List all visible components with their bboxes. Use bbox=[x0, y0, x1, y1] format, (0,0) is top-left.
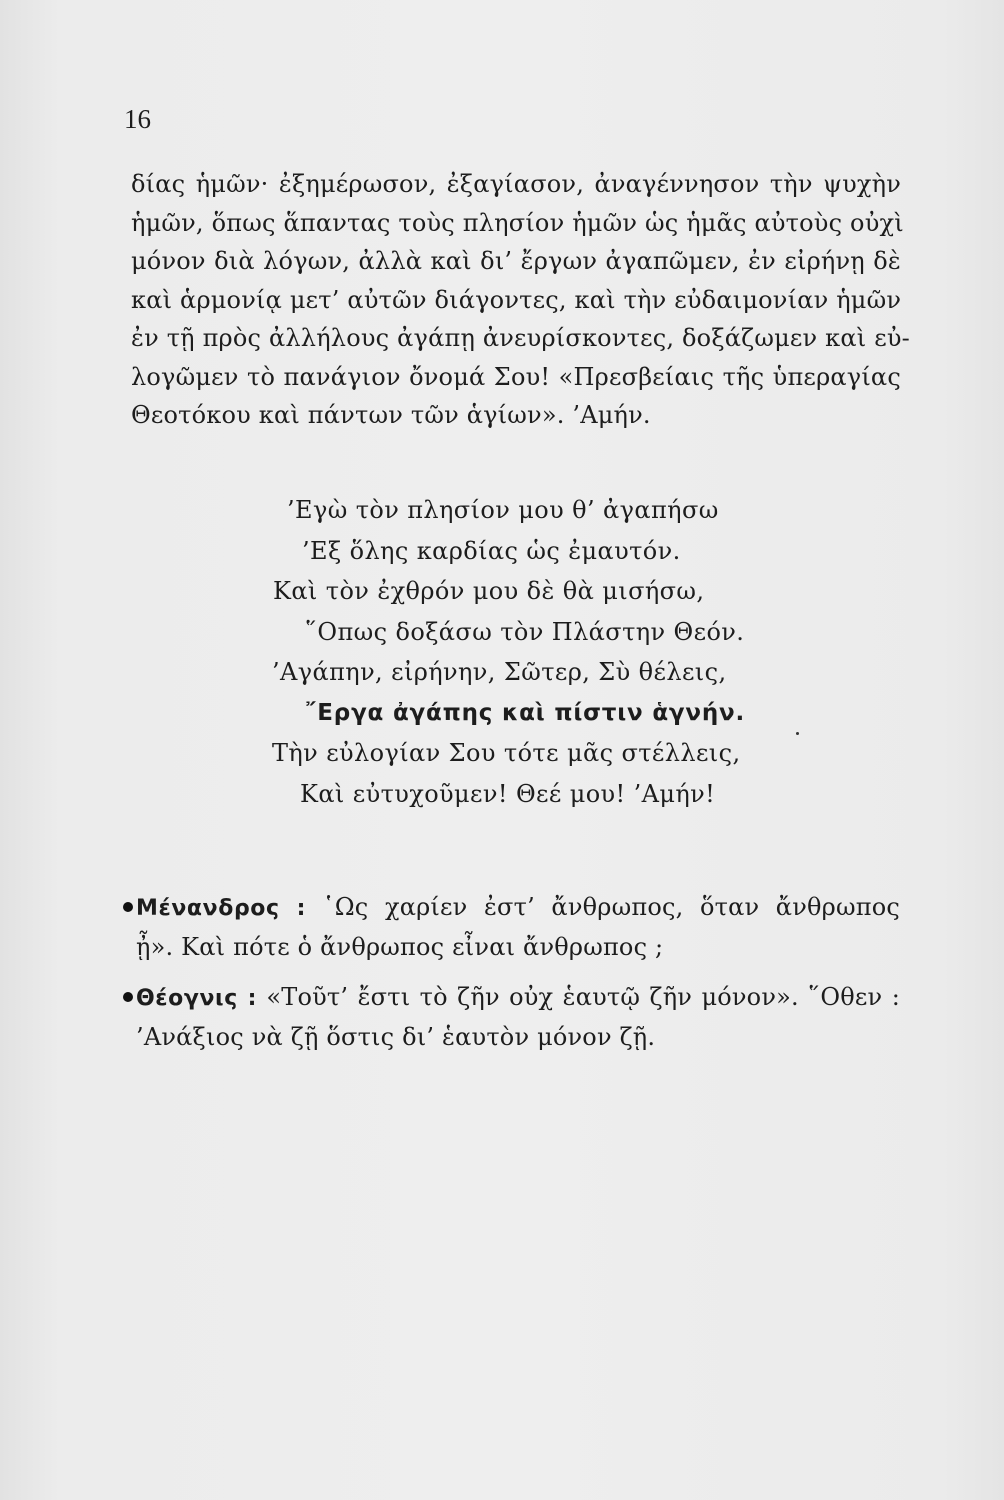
prose-line: δίας ἡμῶν· ἐξημέρωσον, ἐξαγίασον, ἀναγέννησον τὴν ψυχὴν bbox=[131, 170, 901, 198]
page-number: 16 bbox=[124, 104, 151, 134]
quote-first-line bbox=[136, 978, 900, 1018]
prose-line: ἐν τῇ πρὸς ἀλλήλους ἀγάπῃ ἀνευρίσκοντες, δοξάζωμεν καὶ εὐ- bbox=[131, 324, 910, 352]
prose-line: καὶ ἁρμονίᾳ μετ’ αὐτῶν διάγοντες, καὶ τὴν εὐδαιμονίαν ἡμῶν bbox=[131, 285, 902, 314]
prayer-paragraph bbox=[131, 165, 910, 435]
poem-line: ῞Οπως δοξάσω τὸν Πλάστην Θεόν. bbox=[305, 617, 745, 646]
quote-text: «Τοῦτ’ ἔστι τὸ ζῆν οὐχ ἑαυτῷ ζῆν μόνον». ῞Οθεν : bbox=[266, 983, 900, 1011]
quote-second-line: ᾖ». Καὶ πότε ὁ ἄνθρωπος εἶναι ἄνθρωπος ; bbox=[136, 933, 664, 961]
poem-line: ’Αγάπην, εἰρήνην, Σῶτερ, Σὺ θέλεις, bbox=[272, 658, 727, 686]
quote-menander bbox=[136, 888, 900, 966]
prose-line: Θεοτόκου καὶ πάντων τῶν ἁγίων». ’Αμήν. bbox=[131, 401, 651, 429]
bullet-icon bbox=[123, 902, 133, 912]
poem-line: ’Εξ ὅλης καρδίας ὡς ἐμαυτόν. bbox=[302, 536, 681, 565]
quote-theognis bbox=[136, 978, 900, 1056]
quote-author: Θέογνις : bbox=[136, 986, 258, 1011]
poem-line: ’Εγὼ τὸν πλησίον μου θ’ ἀγαπήσω bbox=[287, 496, 719, 524]
poem-line-bold: ῎Εργα ἀγάπης καὶ πίστιν ἁγνήν. bbox=[305, 699, 746, 726]
quote-author: Μένανδρος : bbox=[136, 896, 306, 921]
quote-second-line: ’Ανάξιος νὰ ζῇ ὅστις δι’ ἑαυτὸν μόνον ζῇ. bbox=[136, 1023, 656, 1051]
quote-text: ῾Ως χαρίεν ἐστ’ ἄνθρωπος, ὅταν ἄνθρωπος bbox=[322, 893, 900, 921]
prose-line: λογῶμεν τὸ πανάγιον ὄνομά Σου! «Πρεσβείαις τῆς ὑπεραγίας bbox=[131, 362, 901, 391]
print-speck bbox=[796, 732, 799, 735]
quote-first-line bbox=[136, 888, 900, 928]
bullet-icon bbox=[123, 992, 133, 1002]
prose-line: μόνον διὰ λόγων, ἀλλὰ καὶ δι’ ἔργων ἀγαπῶμεν, ἐν εἰρήνῃ δὲ bbox=[131, 247, 901, 275]
poem-line: Καὶ εὐτυχοῦμεν! Θεέ μου! ’Αμήν! bbox=[300, 779, 716, 808]
poem-line: Καὶ τὸν ἐχθρόν μου δὲ θὰ μισήσω, bbox=[273, 577, 705, 605]
poem-line: Τὴν εὐλογίαν Σου τότε μᾶς στέλλεις, bbox=[272, 739, 741, 767]
prose-line: ἡμῶν, ὅπως ἅπαντας τοὺς πλησίον ἡμῶν ὡς ἡμᾶς αὐτοὺς οὐχὶ bbox=[131, 208, 904, 237]
poem bbox=[260, 490, 780, 814]
